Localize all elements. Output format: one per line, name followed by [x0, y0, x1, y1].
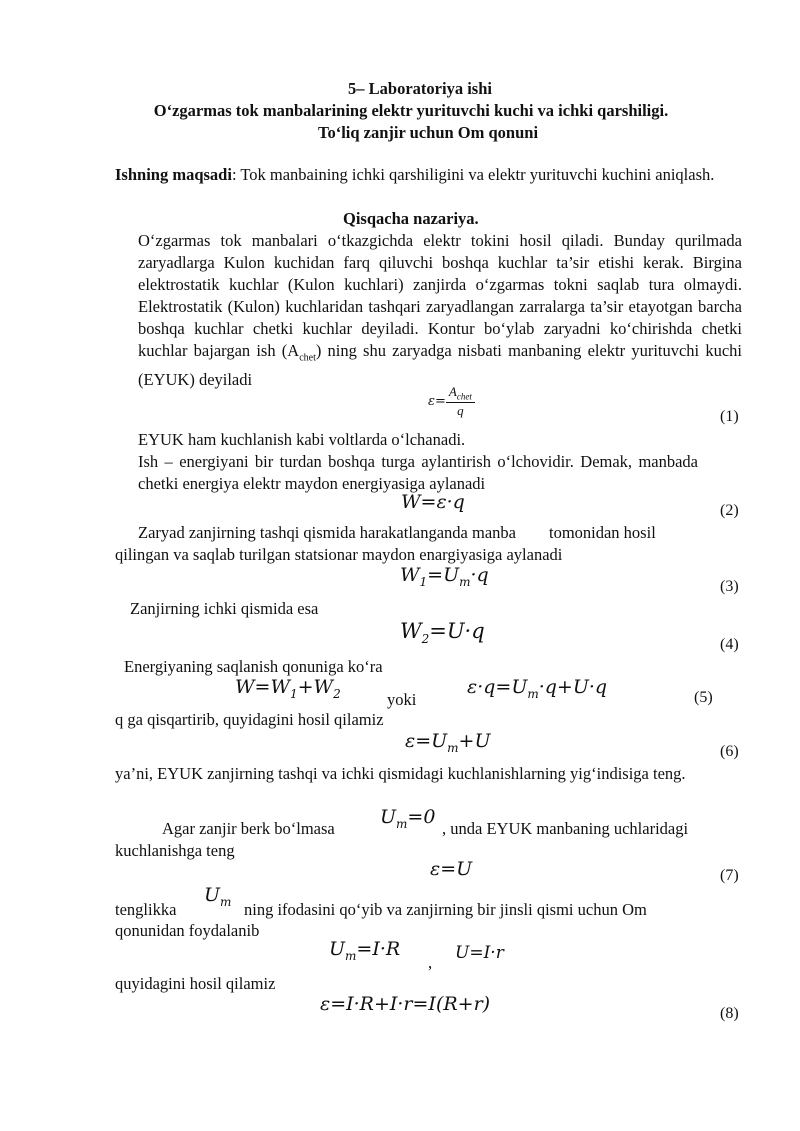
eq-ohm-s: m	[345, 948, 357, 963]
aim-label: Ishning maqsadi	[115, 165, 232, 184]
inline-um-zero	[380, 806, 435, 831]
volt-text: EYUK ham kuchlanish kabi voltlarda o‘lchanadi.	[138, 430, 466, 449]
eq2-label: (2)	[720, 502, 739, 519]
eq5-label: (5)	[694, 689, 713, 706]
eq4-sub: 2	[421, 632, 430, 647]
eq5-or: yoki	[387, 690, 417, 709]
eq4-tail: =U·q	[429, 619, 485, 643]
theory-text-post: ) ning shu zaryadga nisbati manbaning elektr yurituvchi kuchi (EYUK) deyiladi	[138, 341, 742, 390]
result-text: quyidagini hosil qilamiz	[115, 974, 276, 993]
aim-text: : Tok manbaining ichki qarshiligini va elektr yurituvchi kuchini aniqlash.	[231, 165, 715, 184]
inline-um-s: m	[220, 894, 232, 909]
theory-text-sub: chet	[299, 352, 316, 364]
eq5-right-a: ε·q=U	[467, 676, 528, 698]
aim-paragraph	[115, 164, 741, 186]
charge-text-2: qilingan va saqlab turilgan statsionar maydon enargiyasiga aylanadi	[115, 545, 563, 564]
eq5-left-s2: 2	[333, 686, 341, 701]
eq-ohm-a: U	[329, 938, 346, 960]
work-text: Ish – energiyani bir turdan boshqa turga aylantirish o‘lchovidir. Demak, manbada chetki energiya elektr maydon energiyasiga aylanadi	[138, 452, 698, 493]
eq1-fraction	[446, 384, 475, 419]
equation-3	[400, 564, 489, 589]
eq3-tail: ·q	[470, 564, 489, 586]
inline-um0-a: U	[380, 806, 397, 828]
eq8-label: (8)	[720, 1005, 739, 1022]
eq1-lhs: ε=	[428, 393, 446, 409]
equation-7: ε=U	[430, 858, 473, 880]
eq3-base: W	[400, 564, 420, 586]
equation-ohm-right: U=I·r	[455, 943, 504, 963]
eq4-base: W	[400, 619, 422, 643]
eq3-sub2: m	[459, 574, 471, 589]
eq1-numerator: A	[448, 384, 457, 399]
title-line-2: O‘zgarmas tok manbalarining elektr yurituvchi kuchi va ichki qarshiligi.	[153, 101, 669, 120]
eq6-b: +U	[458, 730, 491, 752]
theory-text-pre: O‘zgarmas tok manbalari o‘tkazgichda elektr tokini hosil qiladi. Bunday qurilmada zaryadlarga Kulon kuchidan farq qiluvchi boshqa kuchlar ta’sir etishi kerak. Birgina elektrostatik kuchlar (Kulon kuchlari) zanjirda o‘zgarmas tokni saqlab tura olmaydi. Elektrostatik (Kulon) kuchlaridan tashqari zaryadlangan zarralarga ta’sir etayotgan barcha boshqa kuchlar chetki kuchlar deyiladi. Kontur bo‘ylab zaryadni ko‘chirishda chetki kuchlar bajargan ish (A	[138, 231, 742, 360]
equation-5-left	[235, 676, 341, 701]
eq1-numerator-sub: chet	[456, 391, 472, 402]
eq4-label: (4)	[720, 636, 739, 653]
eq1-label: (1)	[720, 408, 739, 425]
eq7-label: (7)	[720, 867, 739, 884]
equation-ohm-left	[329, 938, 400, 963]
eq5-left-b: +W	[297, 676, 334, 698]
eq5-left-a: W=W	[235, 676, 290, 698]
eq-text-c: qonunidan foydalanib	[115, 921, 260, 940]
title-line-3: To‘liq zanjir uchun Om qonuni	[317, 123, 539, 142]
inline-um	[204, 884, 231, 909]
inner-text: Zanjirning ichki qismida esa	[130, 599, 319, 618]
eq6-s: m	[447, 740, 459, 755]
eq3-mid: =U	[427, 564, 460, 586]
reduce-text: q ga qisqartirib, quyidagini hosil qilamiz	[115, 710, 384, 729]
eq-text-b: ning ifodasini qo‘yib va zanjirning bir jinsli qismi uchun Om	[244, 900, 647, 919]
inline-um0-b: =0	[407, 806, 436, 828]
eq6-a: ε=U	[405, 730, 448, 752]
eq3-sub1: 1	[419, 574, 428, 589]
eq3-label: (3)	[720, 578, 739, 595]
eq-ohm-b: =I·R	[356, 938, 401, 960]
eq5-right-s: m	[527, 686, 539, 701]
eq1-denominator: q	[457, 402, 464, 418]
theory-heading: Qisqacha nazariya.	[343, 209, 479, 228]
eq-ohm-sep: ,	[428, 953, 433, 972]
inline-um0-s: m	[396, 816, 408, 831]
charge-text-1: Zaryad zanjirning tashqi qismida harakatlanganda manba tomonidan hosil	[138, 523, 656, 542]
eq-text-a: tenglikka	[115, 900, 177, 919]
equation-6	[405, 730, 490, 755]
equation-5-right	[467, 676, 607, 701]
equation-1	[428, 384, 475, 419]
theory-paragraph	[138, 230, 742, 391]
equation-2: W=ε·q	[401, 491, 465, 513]
equation-4	[400, 619, 485, 646]
open-text-a: Agar zanjir berk bo‘lmasa	[162, 819, 335, 838]
energy-text: Energiyaning saqlanish qonuniga ko‘ra	[124, 657, 383, 676]
eq5-left-s1: 1	[289, 686, 298, 701]
sum-text: ya’ni, EYUK zanjirning tashqi va ichki qismidagi kuchlanishlarning yig‘indisiga teng.	[115, 764, 686, 783]
inline-um-a: U	[204, 884, 221, 906]
title-line-1: 5– Laboratoriya ishi	[348, 79, 492, 98]
eq6-label: (6)	[720, 743, 739, 760]
open-text-c: kuchlanishga teng	[115, 841, 235, 860]
equation-8: ε=I·R+I·r=I(R+r)	[320, 993, 491, 1015]
open-text-b: , unda EYUK manbaning uchlaridagi	[442, 819, 689, 838]
eq5-right-b: ·q+U·q	[538, 676, 608, 698]
